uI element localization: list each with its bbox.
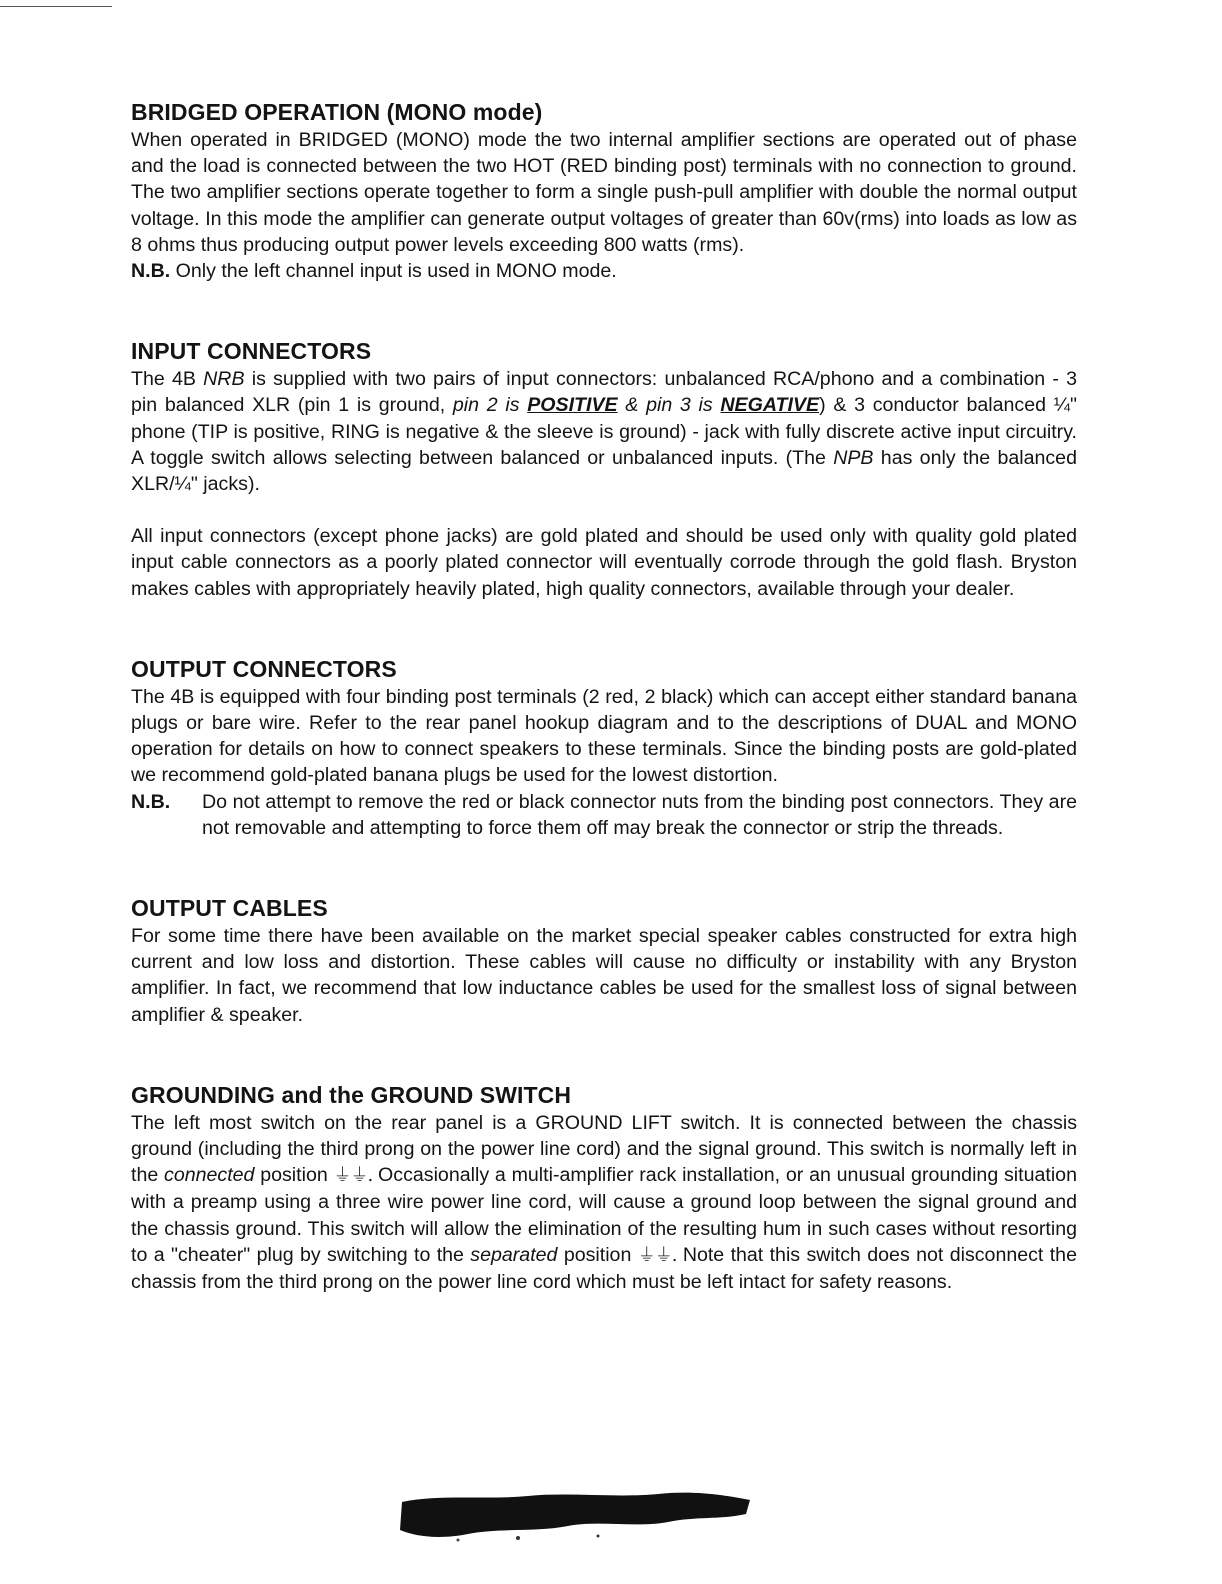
section-grounding	[131, 1081, 1077, 1295]
section-bridged-operation	[131, 98, 1077, 284]
section-title: GROUNDING and the GROUND SWITCH	[131, 1081, 572, 1108]
section-body: The 4B NRB is supplied with two pairs of input connectors: unbalanced RCA/phono and a combination - 3 pin balanced XLR (pin 1 is ground, pin 2 is POSITIVE & pin 3 is NEGATIVE) & 3 conductor balanced ¼" phone (TIP is positive, RING is negative & the sleeve is ground) - jack with fully discrete active input circuitry. A toggle switch allows selecting between balanced or unbalanced inputs. (The NPB has only the balanced XLR/¼" jacks).	[131, 368, 1078, 496]
nb-text: Do not attempt to remove the red or black connector nuts from the binding post connectors. They are not removable and attempting to force them off may break the connector or strip the threads.	[202, 790, 1077, 839]
ground-connected-symbol-icon: ⏚⏚.	[333, 1165, 373, 1187]
section-title: INPUT CONNECTORS	[131, 338, 372, 365]
nb-text: Only the left channel input is used in MONO mode.	[170, 260, 617, 283]
section-body: The 4B is equipped with four binding post terminals (2 red, 2 black) which can accept either standard banana plugs or bare wire. Refer to the rear panel hookup diagram and to the descriptions of DUAL and MONO operation for details on how to connect speakers to these terminals. Since the binding posts are gold-plated we recommend gold-plated banana plugs be used for the lowest distortion.	[131, 685, 1077, 787]
top-edge-rule	[0, 6, 112, 7]
document-page	[131, 98, 1077, 1295]
section-title: BRIDGED OPERATION (MONO mode)	[131, 99, 543, 125]
section-title: OUTPUT CONNECTORS	[131, 655, 397, 682]
nb-label: N.B.	[131, 790, 171, 813]
section-output-cables	[131, 894, 1077, 1028]
ground-separated-symbol-icon: ⏚⏚.	[637, 1244, 677, 1266]
nb-note	[131, 258, 1077, 284]
section-title: OUTPUT CABLES	[131, 895, 328, 922]
nb-note	[131, 789, 1077, 841]
section-body: For some time there have been available on the market special speaker cables constructed for extra high current and low loss and distortion. These cables will cause no difficulty or instability with any Bryston amplifier. In fact, we recommend that low inductance cables be used for the smallest loss of signal between amplifier & speaker.	[131, 925, 1077, 1026]
section-input-connectors	[131, 337, 1077, 602]
section-body: When operated in BRIDGED (MONO) mode the two internal amplifier sections are operated out of phase and the load is connected between the two HOT (RED binding post) terminals with no connection to ground. The two amplifier sections operate together to form a single push-pull amplifier with double the normal output voltage. In this mode the amplifier can generate output voltages of greater than 60v(rms) into loads as low as 8 ohms thus producing output power levels exceeding 800 watts (rms).	[131, 129, 1077, 256]
section-body-2: All input connectors (except phone jacks) are gold plated and should be used only with quality gold plated input cable connectors as a poorly plated connector will eventually corrode through the gold flash. Bryston makes cables with appropriately heavily plated, high quality connectors, available through your dealer.	[131, 525, 1077, 600]
section-output-connectors	[131, 655, 1077, 841]
section-body: The left most switch on the rear panel is a GROUND LIFT switch. It is connected between the chassis ground (including the third prong on the power line cord) and the signal ground. This switch is normally left in the connected position ⏚⏚. Occasionally a multi-amplifier rack installation, or an unusual grounding situation with a preamp using a three wire power line cord, will cause a ground loop between the signal ground and the chassis ground. This switch will allow the elimination of the resulting hum in such cases without resorting to a "cheater" plug by switching to the separated position ⏚⏚. Note that this switch does not disconnect the chassis from the third prong on the power line cord which must be left intact for safety reasons.	[131, 1111, 1077, 1294]
nb-label: N.B.	[131, 260, 171, 283]
redacted-blot	[398, 1490, 752, 1542]
